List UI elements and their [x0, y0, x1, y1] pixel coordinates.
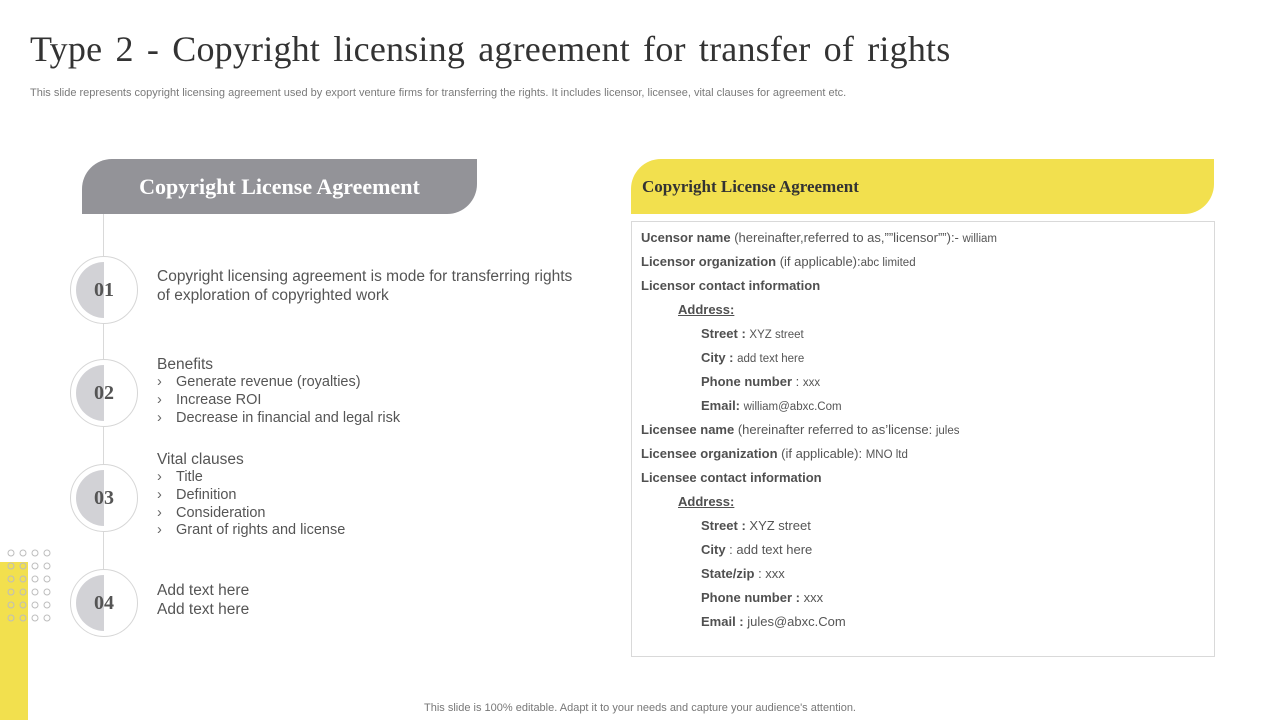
step-number: 01 — [94, 278, 114, 301]
step-text-04 — [157, 581, 249, 619]
slide-subtitle: This slide represents copyright licensing agreement used by export venture firms for transferring the rights. It includes licensor, licensee, vital clauses for agreement etc. — [30, 87, 847, 99]
licensor-name-row: Ucensor name (hereinafter,referred to as,””licensor””):- william — [641, 230, 997, 245]
slide-title: Type 2 - Copyright licensing agreement for transfer of rights — [30, 29, 951, 69]
chevron-right-icon: › — [157, 522, 162, 539]
step-text-01 — [157, 267, 572, 305]
licensor-city-row: City : add text here — [701, 350, 805, 365]
chevron-right-icon: › — [157, 391, 162, 408]
licensee-state-row: State/zip : xxx — [701, 566, 785, 581]
list-item: › Decrease in financial and legal risk — [157, 409, 401, 426]
chevron-right-icon: › — [157, 486, 162, 503]
licensor-email-row: Email: william@abxc.Com — [701, 398, 842, 413]
step-line: Add text here — [157, 601, 250, 618]
list-item: › Consideration — [157, 504, 266, 521]
slide-footer: This slide is 100% editable. Adapt it to your needs and capture your audience's attention. — [424, 702, 856, 714]
step-text-03 — [157, 450, 345, 540]
step-heading: Vital clauses — [157, 451, 244, 468]
licensor-org-row: Licensor organization (if applicable):abc limited — [641, 254, 916, 269]
step-heading: Benefits — [157, 356, 214, 373]
step-circle-03 — [70, 464, 138, 532]
licensee-phone-row: Phone number : xxx — [701, 590, 824, 605]
step-circle-04 — [70, 569, 138, 637]
licensee-name-row: Licensee name (hereinafter referred to as’license: jules — [641, 422, 960, 437]
licensee-street-row: Street : XYZ street — [701, 518, 811, 533]
step-number: 02 — [94, 381, 114, 404]
licensee-org-row: Licensee organization (if applicable): MNO ltd — [641, 446, 908, 461]
list-item: › Title — [157, 469, 203, 485]
licensor-phone-row: Phone number : xxx — [701, 374, 821, 389]
chevron-right-icon: › — [157, 469, 162, 485]
agreement-details-box — [631, 221, 1215, 657]
chevron-right-icon: › — [157, 504, 162, 521]
step-line: Add text here — [157, 582, 250, 599]
list-item: › Grant of rights and license — [157, 522, 346, 539]
decorative-dot-grid — [6, 548, 54, 624]
step-number: 03 — [94, 486, 114, 509]
step-text-02 — [157, 355, 400, 427]
licensor-street-row: Street : XYZ street — [701, 326, 804, 341]
licensee-contact-row: Licensee contact information — [641, 470, 822, 485]
list-item: › Generate revenue (royalties) — [157, 374, 361, 390]
step-number: 04 — [94, 591, 114, 614]
right-panel-header: Copyright License Agreement — [631, 159, 1214, 214]
list-item: › Increase ROI — [157, 391, 262, 408]
step-circle-02 — [70, 359, 138, 427]
chevron-right-icon: › — [157, 374, 162, 390]
chevron-right-icon: › — [157, 409, 162, 426]
licensor-address-label: Address: — [678, 302, 735, 317]
licensor-contact-row: Licensor contact information — [641, 278, 821, 293]
step-line: Copyright licensing agreement is mode for transferring rights — [157, 268, 573, 285]
licensee-city-row: City : add text here — [701, 542, 813, 557]
licensee-email-row: Email : jules@abxc.Com — [701, 614, 846, 629]
left-panel-header: Copyright License Agreement — [82, 159, 477, 214]
list-item: › Definition — [157, 486, 237, 503]
licensee-address-label: Address: — [678, 494, 735, 509]
step-circle-01 — [70, 256, 138, 324]
step-line: of exploration of copyrighted work — [157, 287, 389, 304]
